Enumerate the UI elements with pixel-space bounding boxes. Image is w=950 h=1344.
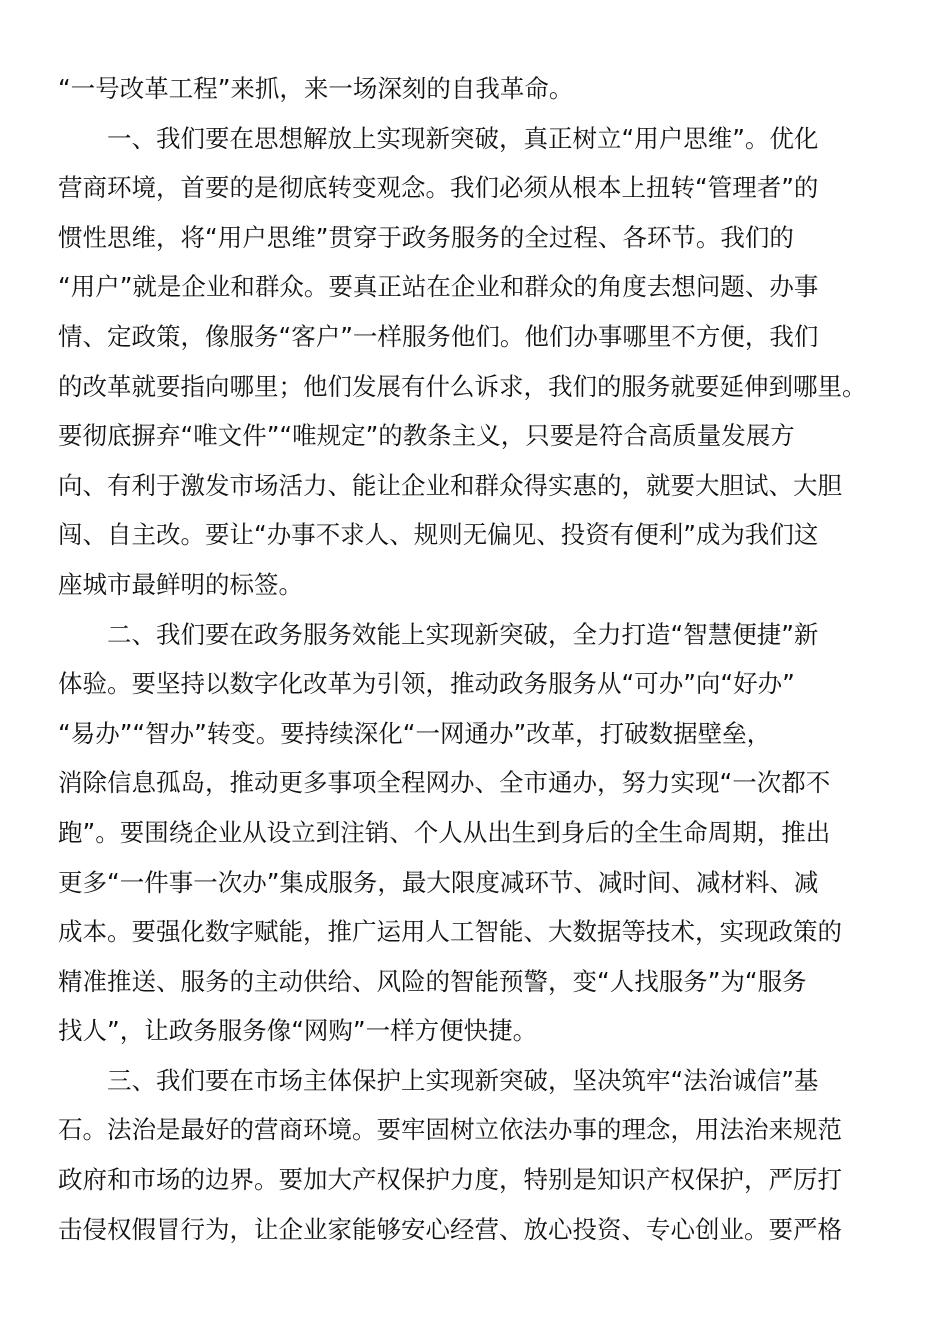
text-line: 惯性思维，将“用户思维”贯穿于政务服务的全过程、各环节。我们的 xyxy=(58,222,794,252)
text-line: 情、定政策，像服务“客户”一样服务他们。他们办事哪里不方便，我们 xyxy=(58,321,819,351)
text-line: 座城市最鲜明的标签。 xyxy=(58,569,303,599)
text-line: 体验。要坚持以数字化改革为引领，推动政务服务从“可办”向“好办” xyxy=(58,669,795,699)
paragraph-heading-line: 一、我们要在思想解放上实现新突破，真正树立“用户思维”。优化 xyxy=(107,123,819,153)
text-line: 消除信息孤岛，推动更多事项全程网办、全市通办，努力实现“一次都不 xyxy=(58,768,831,798)
text-line: 跑”。要围绕企业从设立到注销、个人从出生到身后的全生命周期，推出 xyxy=(58,817,831,847)
text-line: 营商环境，首要的是彻底转变观念。我们必须从根本上扭转“管理者”的 xyxy=(58,173,819,203)
text-line: 闯、自主改。要让“办事不求人、规则无偏见、投资有便利”成为我们这 xyxy=(58,520,819,550)
text-line: 击侵权假冒行为，让企业家能够安心经营、放心投资、专心创业。要严格 xyxy=(58,1214,842,1244)
text-line: “一号改革工程”来抓，来一场深刻的自我革命。 xyxy=(58,74,574,103)
text-line: 找人”，让政务服务像“网购”一样方便快捷。 xyxy=(58,1016,538,1046)
document-page xyxy=(58,64,888,1254)
text-line: 精准推送、服务的主动供给、风险的智能预警，变“人找服务”为“服务 xyxy=(58,966,807,996)
text-line: 要彻底摒弃“唯文件”“唯规定”的教条主义，只要是符合高质量发展方 xyxy=(58,421,795,451)
text-line: “用户”就是企业和群众。要真正站在企业和群众的角度去想问题、办事 xyxy=(58,272,819,302)
paragraph-heading-line: 二、我们要在政务服务效能上实现新突破，全力打造“智慧便捷”新 xyxy=(107,619,819,649)
text-line: 成本。要强化数字赋能，推广运用人工智能、大数据等技术，实现政策的 xyxy=(58,917,842,947)
text-line: 石。法治是最好的营商环境。要牢固树立依法办事的理念，用法治来规范 xyxy=(58,1115,842,1145)
text-line: 向、有利于激发市场活力、能让企业和群众得实惠的，就要大胆试、大胆 xyxy=(58,470,842,500)
text-line: “易办”“智办”转变。要持续深化“一网通办”改革，打破数据壁垒， xyxy=(58,718,772,748)
text-line: 的改革就要指向哪里；他们发展有什么诉求，我们的服务就要延伸到哪里。 xyxy=(58,371,867,401)
paragraph-heading-line: 三、我们要在市场主体保护上实现新突破，坚决筑牢“法治诚信”基 xyxy=(107,1065,819,1095)
text-line: 政府和市场的边界。要加大产权保护力度，特别是知识产权保护，严厉打 xyxy=(58,1165,842,1195)
text-line: 更多“一件事一次办”集成服务，最大限度减环节、减时间、减材料、减 xyxy=(58,867,819,897)
